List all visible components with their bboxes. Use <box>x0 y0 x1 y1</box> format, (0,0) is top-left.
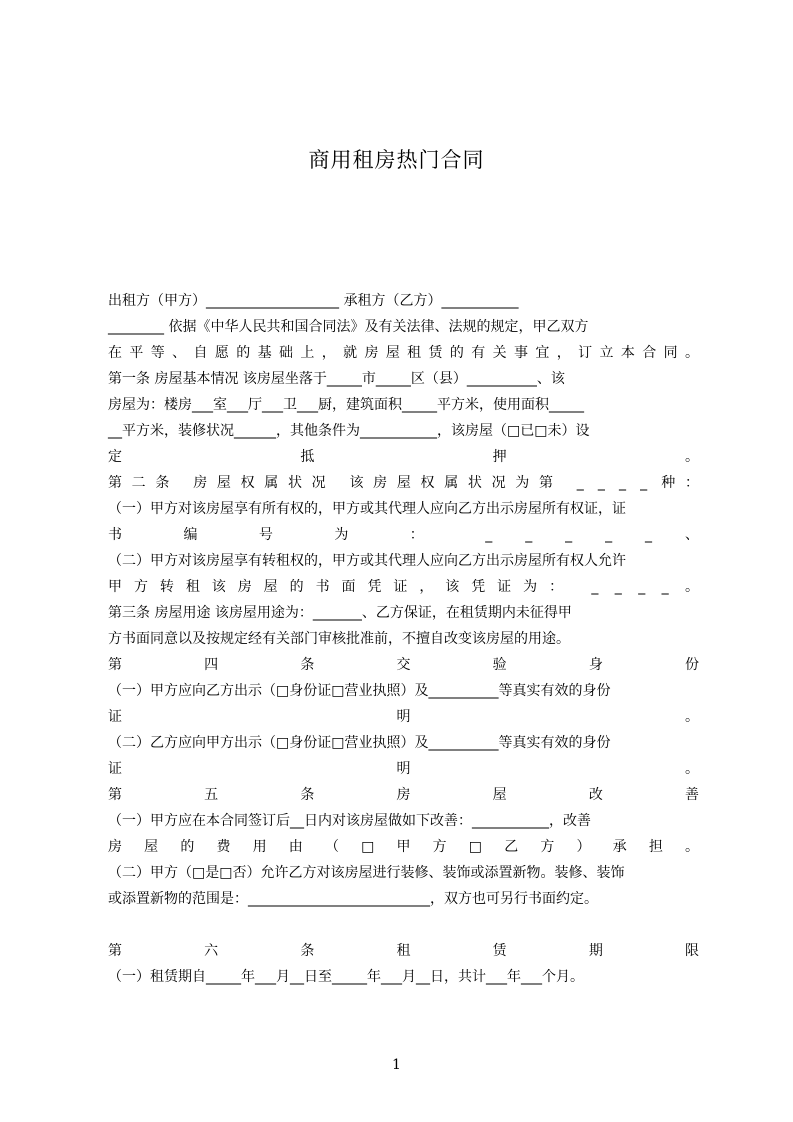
page-number: 1 <box>392 1057 401 1073</box>
contract-line: 在平等、自愿的基础上，就房屋租赁的有关事宜，订立本合同。 <box>108 345 699 361</box>
contract-line: 第一条 房屋基本情况 该房屋坐落于_____市_____区（县）__________、该 <box>108 371 565 387</box>
contract-line: 第二条 房屋权属状况 该房屋权属状况为第 _ _ _ _ 种： <box>108 475 699 491</box>
contract-line: 证 明 。 <box>108 761 699 777</box>
contract-line: 房屋为：楼房___室___厅___卫___厨，建筑面积_____平方米，使用面积_____ <box>108 397 584 413</box>
contract-body <box>108 288 699 990</box>
contract-line: ________ 依据《中华人民共和国合同法》及有关法律、法规的规定，甲乙双方 <box>108 319 589 335</box>
contract-line: （一）甲方对该房屋享有所有权的，甲方或其代理人应向乙方出示房屋所有权证，证 <box>108 501 626 517</box>
contract-line: （一）甲方应向乙方出示（□身份证□营业执照）及__________等真实有效的身份 <box>108 683 611 699</box>
contract-line: 证 明 。 <box>108 709 699 725</box>
contract-line: 或添置新物的范围是：__________________________，双方也可另行书面约定。 <box>108 891 598 907</box>
contract-line: （二）甲方对该房屋享有转租权的，甲方或其代理人应向乙方出示房屋所有权人允许 <box>108 553 626 569</box>
contract-line: 书 编 号 为 ： _ _ _ _ _ 、 <box>108 527 699 543</box>
contract-line: （一）甲方应在本合同签订后__日内对该房屋做如下改善：___________，改善 <box>108 813 591 829</box>
contract-lines <box>108 288 699 990</box>
document-title: 商用租房热门合同 <box>308 148 485 172</box>
contract-line: 第 六 条 租 赁 期 限 <box>108 943 699 959</box>
contract-line: 房 屋 的 费 用 由 （ □ 甲 方 □ 乙 方 ） 承 担 。 <box>108 839 699 855</box>
contract-line: 定 抵 押 。 <box>108 449 699 465</box>
contract-line: 出租方（甲方）___________________ 承租方（乙方）___________ <box>108 293 519 309</box>
contract-line: （二）乙方应向甲方出示（□身份证□营业执照）及__________等真实有效的身份 <box>108 735 611 751</box>
contract-line: 第 五 条 房 屋 改 善 <box>108 787 699 803</box>
contract-line: 第三条 房屋用途 该房屋用途为：_______、乙方保证，在租赁期内未征得甲 <box>108 605 572 621</box>
contract-line: 甲方转租该房屋的书面凭证，该凭证为： _ _ _ _ 。 <box>108 579 699 595</box>
contract-line: （一）租赁期自_____年___月__日至_____年___月__日，共计___年___个月。 <box>108 969 584 985</box>
contract-line: 第 四 条 交 验 身 份 <box>108 657 699 673</box>
contract-line: __平方米，装修状况______，其他条件为___________，该房屋（□已□未）设 <box>108 423 590 439</box>
contract-line: （二）甲方（□是□否）允许乙方对该房屋进行装修、装饰或添置新物。装修、装饰 <box>108 865 625 881</box>
contract-line: 方书面同意以及按规定经有关部门审核批准前，不擅自改变该房屋的用途。 <box>108 631 570 647</box>
contract-line <box>108 912 699 938</box>
